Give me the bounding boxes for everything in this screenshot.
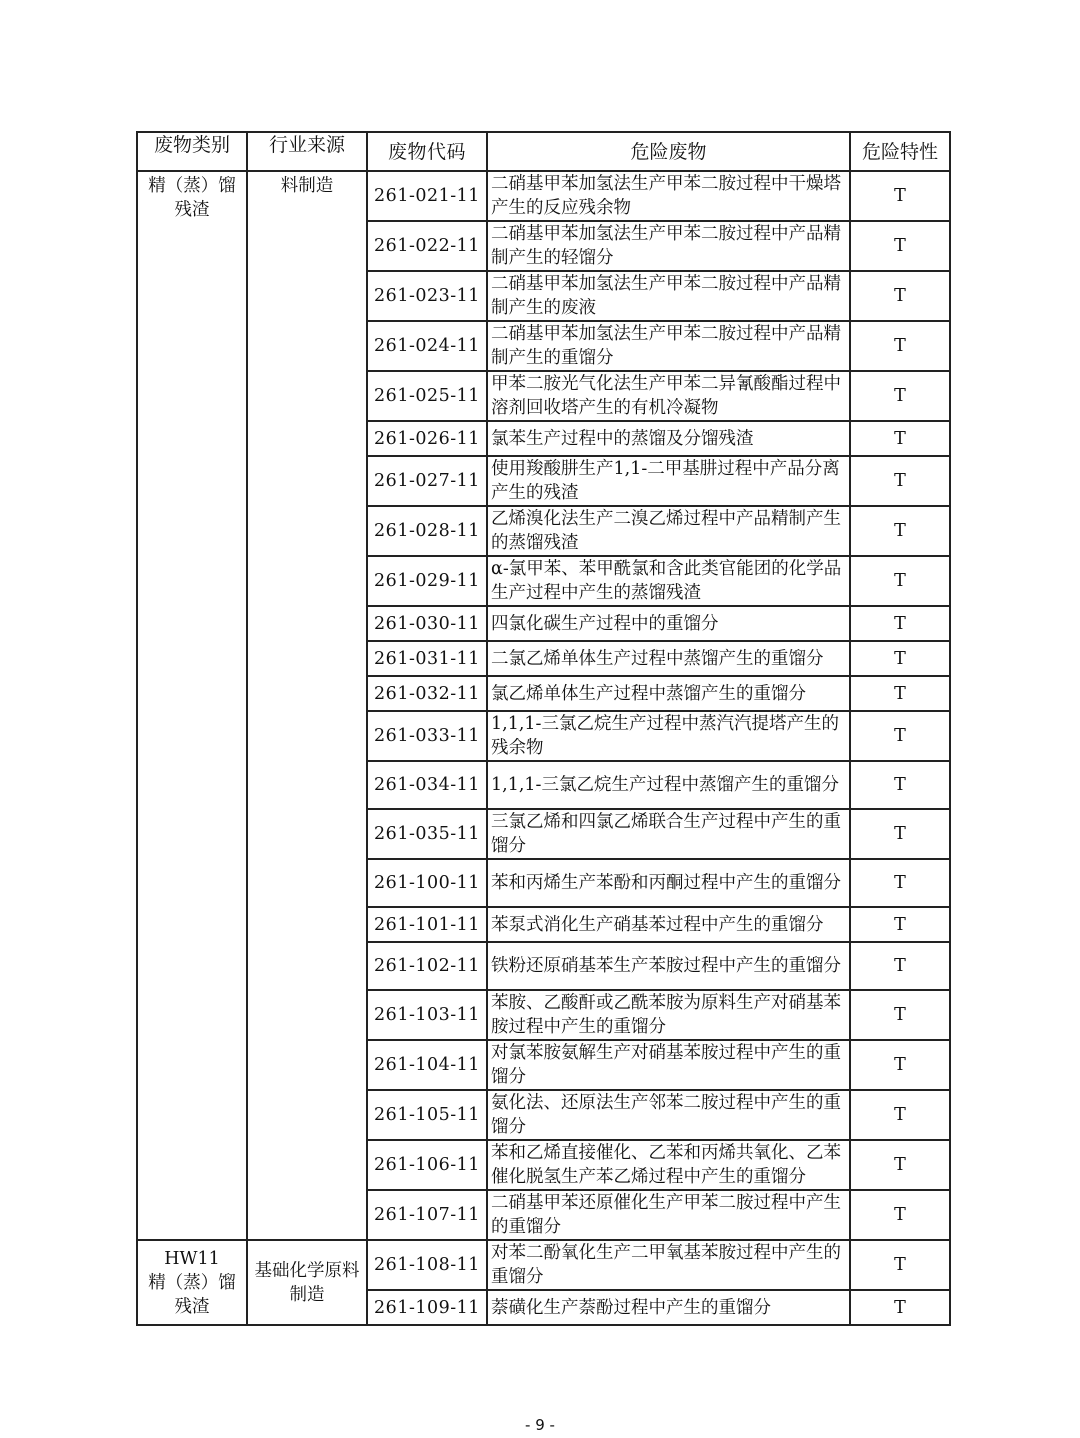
waste-description-cell: 对苯二酚氧化生产二甲氧基苯胺过程中产生的重馏分 bbox=[487, 1240, 850, 1290]
waste-code-cell: 261-031-11 bbox=[367, 641, 487, 676]
hazard-property-cell: T bbox=[850, 321, 950, 371]
hazard-property-cell: T bbox=[850, 761, 950, 809]
hazardous-waste-table bbox=[136, 131, 951, 1326]
hazard-property-cell: T bbox=[850, 556, 950, 606]
hazard-property-cell: T bbox=[850, 1040, 950, 1090]
waste-code-cell: 261-023-11 bbox=[367, 271, 487, 321]
waste-description-cell: 氯乙烯单体生产过程中蒸馏产生的重馏分 bbox=[487, 676, 850, 711]
header-category: 废物类别 bbox=[137, 132, 247, 171]
waste-description-cell: 1,1,1-三氯乙烷生产过程中蒸馏产生的重馏分 bbox=[487, 761, 850, 809]
table-header-row bbox=[137, 132, 950, 171]
hazard-property-cell: T bbox=[850, 711, 950, 761]
hazard-property-cell: T bbox=[850, 456, 950, 506]
waste-description-cell: 二氯乙烯单体生产过程中蒸馏产生的重馏分 bbox=[487, 641, 850, 676]
waste-description-cell: 苯和乙烯直接催化、乙苯和丙烯共氧化、乙苯催化脱氢生产苯乙烯过程中产生的重馏分 bbox=[487, 1140, 850, 1190]
hazard-property-cell: T bbox=[850, 1140, 950, 1190]
waste-description-cell: 二硝基甲苯加氢法生产甲苯二胺过程中产品精制产生的轻馏分 bbox=[487, 221, 850, 271]
waste-code-cell: 261-032-11 bbox=[367, 676, 487, 711]
table-row bbox=[137, 171, 950, 221]
table-body bbox=[137, 171, 950, 1325]
waste-description-cell: 二硝基甲苯加氢法生产甲苯二胺过程中产品精制产生的重馏分 bbox=[487, 321, 850, 371]
page-number: - 9 - bbox=[525, 1416, 555, 1434]
waste-code-cell: 261-104-11 bbox=[367, 1040, 487, 1090]
table-row bbox=[137, 1240, 950, 1290]
source-cell bbox=[247, 171, 367, 1240]
source-label: 料制造 bbox=[280, 176, 334, 196]
waste-description-cell: 铁粉还原硝基苯生产苯胺过程中产生的重馏分 bbox=[487, 942, 850, 990]
header-waste: 危险废物 bbox=[487, 132, 850, 171]
hazard-property-cell: T bbox=[850, 809, 950, 859]
hazard-property-cell: T bbox=[850, 859, 950, 907]
hazard-property-cell: T bbox=[850, 506, 950, 556]
hazard-property-cell: T bbox=[850, 171, 950, 221]
waste-description-cell: 苯和丙烯生产苯酚和丙酮过程中产生的重馏分 bbox=[487, 859, 850, 907]
waste-description-cell: α-氯甲苯、苯甲酰氯和含此类官能团的化学品生产过程中产生的蒸馏残渣 bbox=[487, 556, 850, 606]
waste-code-cell: 261-102-11 bbox=[367, 942, 487, 990]
waste-description-cell: 二硝基甲苯加氢法生产甲苯二胺过程中干燥塔产生的反应残余物 bbox=[487, 171, 850, 221]
waste-description-cell: 萘磺化生产萘酚过程中产生的重馏分 bbox=[487, 1290, 850, 1325]
hazard-property-cell: T bbox=[850, 606, 950, 641]
waste-description-cell: 对氯苯胺氨解生产对硝基苯胺过程中产生的重馏分 bbox=[487, 1040, 850, 1090]
waste-description-cell: 四氯化碳生产过程中的重馏分 bbox=[487, 606, 850, 641]
category-cell bbox=[137, 171, 247, 1240]
header-source: 行业来源 bbox=[247, 132, 367, 171]
hazard-property-cell: T bbox=[850, 421, 950, 456]
waste-description-cell: 二硝基甲苯还原催化生产甲苯二胺过程中产生的重馏分 bbox=[487, 1190, 850, 1240]
category-code-label: HW11 bbox=[164, 1248, 220, 1269]
waste-code-cell: 261-109-11 bbox=[367, 1290, 487, 1325]
waste-description-cell: 苯胺、乙酸酐或乙酰苯胺为原料生产对硝基苯胺过程中产生的重馏分 bbox=[487, 990, 850, 1040]
waste-code-cell: 261-103-11 bbox=[367, 990, 487, 1040]
waste-code-cell: 261-033-11 bbox=[367, 711, 487, 761]
waste-description-cell: 三氯乙烯和四氯乙烯联合生产过程中产生的重馏分 bbox=[487, 809, 850, 859]
waste-code-cell: 261-108-11 bbox=[367, 1240, 487, 1290]
waste-code-cell: 261-029-11 bbox=[367, 556, 487, 606]
source-cell bbox=[247, 1240, 367, 1325]
hazard-property-cell: T bbox=[850, 907, 950, 942]
waste-code-cell: 261-107-11 bbox=[367, 1190, 487, 1240]
hazard-property-cell: T bbox=[850, 371, 950, 421]
category-label: 精（蒸）馏残渣 bbox=[148, 176, 236, 220]
hazard-property-cell: T bbox=[850, 1240, 950, 1290]
header-code: 废物代码 bbox=[367, 132, 487, 171]
waste-code-cell: 261-022-11 bbox=[367, 221, 487, 271]
waste-code-cell: 261-105-11 bbox=[367, 1090, 487, 1140]
hazard-property-cell: T bbox=[850, 1190, 950, 1240]
header-property: 危险特性 bbox=[850, 132, 950, 171]
waste-description-cell: 甲苯二胺光气化法生产甲苯二异氰酸酯过程中溶剂回收塔产生的有机冷凝物 bbox=[487, 371, 850, 421]
waste-description-cell: 苯泵式消化生产硝基苯过程中产生的重馏分 bbox=[487, 907, 850, 942]
waste-code-cell: 261-030-11 bbox=[367, 606, 487, 641]
waste-code-cell: 261-106-11 bbox=[367, 1140, 487, 1190]
waste-code-cell: 261-100-11 bbox=[367, 859, 487, 907]
hazard-property-cell: T bbox=[850, 1290, 950, 1325]
waste-code-cell: 261-028-11 bbox=[367, 506, 487, 556]
waste-description-cell: 乙烯溴化法生产二溴乙烯过程中产品精制产生的蒸馏残渣 bbox=[487, 506, 850, 556]
waste-code-cell: 261-025-11 bbox=[367, 371, 487, 421]
waste-code-cell: 261-035-11 bbox=[367, 809, 487, 859]
waste-description-cell: 1,1,1-三氯乙烷生产过程中蒸汽汽提塔产生的残余物 bbox=[487, 711, 850, 761]
hazard-property-cell: T bbox=[850, 942, 950, 990]
hazard-property-cell: T bbox=[850, 641, 950, 676]
waste-code-cell: 261-027-11 bbox=[367, 456, 487, 506]
source-label: 基础化学原料制造 bbox=[254, 1260, 360, 1305]
waste-code-cell: 261-101-11 bbox=[367, 907, 487, 942]
waste-description-cell: 氯苯生产过程中的蒸馏及分馏残渣 bbox=[487, 421, 850, 456]
waste-code-cell: 261-034-11 bbox=[367, 761, 487, 809]
hazard-property-cell: T bbox=[850, 676, 950, 711]
hazard-property-cell: T bbox=[850, 221, 950, 271]
waste-description-cell: 二硝基甲苯加氢法生产甲苯二胺过程中产品精制产生的废液 bbox=[487, 271, 850, 321]
hazard-property-cell: T bbox=[850, 271, 950, 321]
waste-code-cell: 261-024-11 bbox=[367, 321, 487, 371]
category-cell bbox=[137, 1240, 247, 1325]
waste-description-cell: 氨化法、还原法生产邻苯二胺过程中产生的重馏分 bbox=[487, 1090, 850, 1140]
hazard-property-cell: T bbox=[850, 1090, 950, 1140]
waste-code-cell: 261-026-11 bbox=[367, 421, 487, 456]
waste-description-cell: 使用羧酸肼生产1,1-二甲基肼过程中产品分离产生的残渣 bbox=[487, 456, 850, 506]
category-label: 精（蒸）馏残渣 bbox=[148, 1272, 236, 1317]
waste-code-cell: 261-021-11 bbox=[367, 171, 487, 221]
hazard-property-cell: T bbox=[850, 990, 950, 1040]
